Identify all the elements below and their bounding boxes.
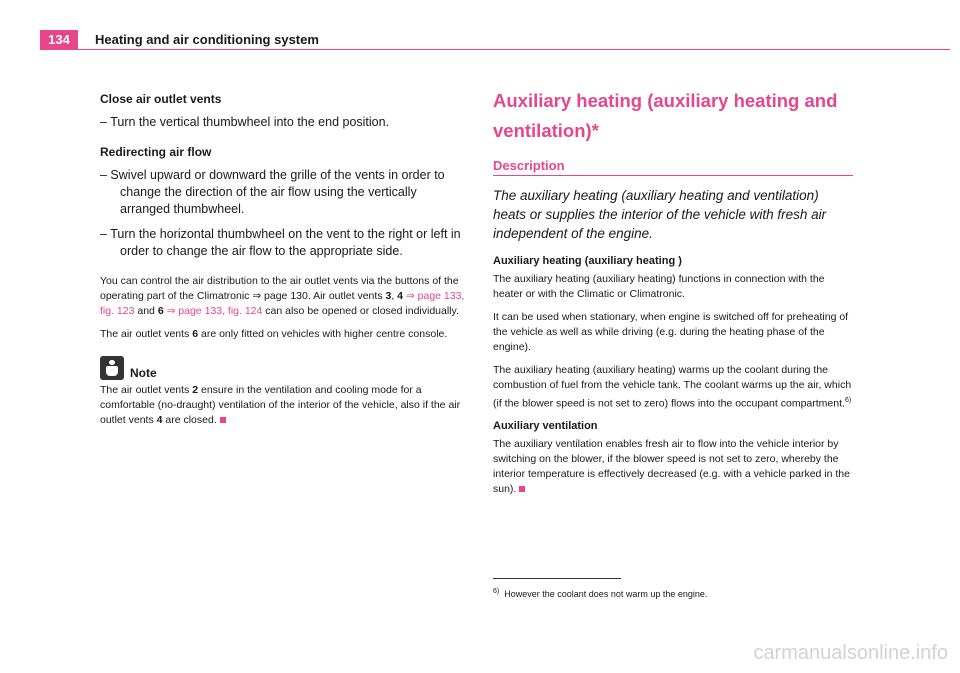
watermark: carmanualsonline.info	[753, 642, 948, 664]
step-swivel-grille: – Swivel upward or downward the grille of the vents in order to change the direction of the air flow using the vertically arranged thumbwheel.	[100, 168, 445, 216]
right-column	[493, 92, 853, 505]
paragraph-vents-6: The air outlet vents 6 are only fitted on vehicles with higher centre console.	[100, 328, 448, 340]
footnote-marker: 6)	[493, 588, 500, 595]
heading-auxiliary-ventilation: Auxiliary ventilation	[493, 419, 598, 432]
footnote-divider	[493, 578, 621, 579]
header-divider	[78, 49, 950, 50]
page-number: 134	[40, 30, 78, 50]
step-close-vents: – Turn the vertical thumbwheel into the end position.	[100, 115, 390, 129]
end-of-section-icon	[220, 417, 226, 423]
heading-close-vents: Close air outlet vents	[100, 92, 222, 106]
paragraph-aux-heating-1: The auxiliary heating (auxiliary heating) functions in connection with the heater or with the Climatic or Climatronic.	[493, 273, 825, 300]
paragraph-aux-heating-3: The auxiliary heating (auxiliary heating) warms up the coolant during the combustion of fuel from the vehicle tank. The coolant warms up the air, which (if the blower speed is not set to zero) flows into the occupant compartment.$^{6)}$	[493, 364, 852, 410]
end-of-section-icon	[519, 486, 525, 492]
page-header	[40, 30, 950, 50]
chapter-title: Heating and air conditioning system	[95, 32, 319, 47]
footnote-ref[interactable]: 6)	[844, 397, 852, 404]
link-fig-124[interactable]: ⇒ page 133, fig. 124	[166, 305, 263, 317]
note-text: The air outlet vents 2 ensure in the ventilation and cooling mode for a comfortable (no-draught) ventilation of the interior of the vehicle, also if the air outlet vents 4 are closed.	[100, 384, 461, 426]
footnote-text: However the coolant does not warm up the engine.	[504, 589, 708, 599]
paragraph-aux-heating-2: It can be used when stationary, when engine is switched off for preheating of the vehicle as well as while driving (e.g. during the heating phase of the engine).	[493, 311, 849, 353]
heading-redirect-air: Redirecting air flow	[100, 145, 212, 159]
footnote	[493, 588, 707, 599]
step-horizontal-wheel: – Turn the horizontal thumbwheel on the vent to the right or left in order to change the air flow to the appropriate side.	[100, 227, 461, 258]
subsection-title: Description	[493, 158, 853, 176]
link-fig-123[interactable]: ⇒ page 133, fig. 123	[100, 290, 465, 317]
note-label: Note	[130, 366, 157, 380]
note-icon	[100, 356, 124, 380]
heading-auxiliary-heating: Auxiliary heating (auxiliary heating )	[493, 255, 682, 267]
intro-text: The auxiliary heating (auxiliary heating and ventilation) heats or supplies the interior of the vehicle with fresh air independent of the engine.	[493, 188, 827, 241]
left-column	[100, 92, 465, 436]
note-header	[100, 356, 465, 380]
paragraph-air-distribution: You can control the air distribution to the air outlet vents via the buttons of the operating part of the Climatronic ⇒ page 130. Air outlet vents 3, 4 ⇒ page 133, fig. 123 and 6 ⇒ page 133, fig. 124 can also be opened or closed individually.	[100, 275, 465, 317]
paragraph-aux-ventilation: The auxiliary ventilation enables fresh air to flow into the vehicle interior by switching on the blower, if the blower speed is not set to zero, whereby the interior temperature is effectively decreased (e.g. with a vehicle parked in the sun).	[493, 437, 850, 495]
section-title: Auxiliary heating (auxiliary heating and ventilation)*	[493, 90, 838, 141]
